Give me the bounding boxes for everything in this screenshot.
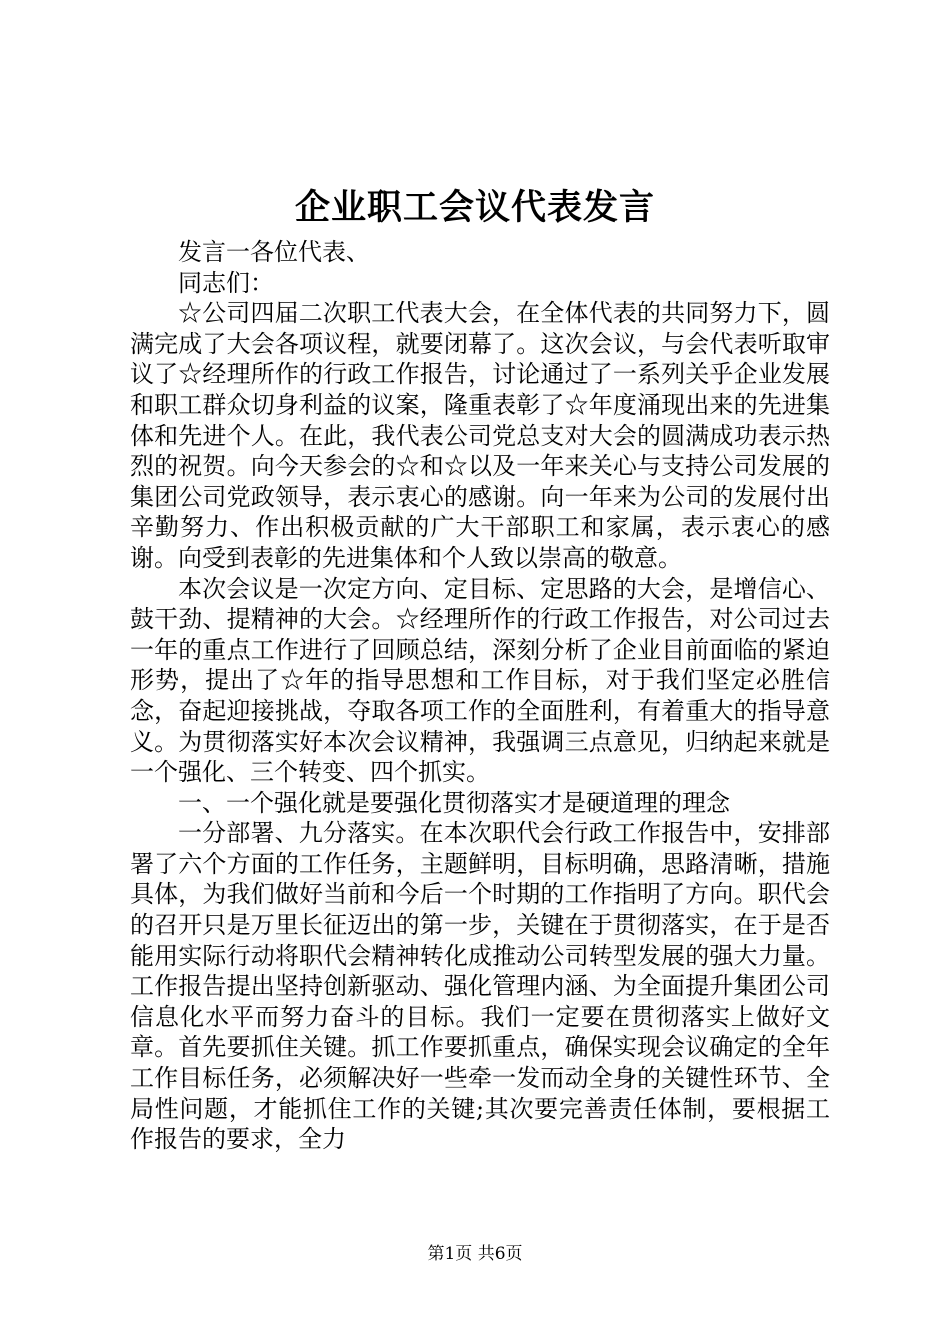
- paragraph-implementation: 一分部署、九分落实。在本次职代会行政工作报告中，安排部署了六个方面的工作任务，主题鲜明，目标明确，思路清晰，措施具体，为我们做好当前和今后一个时期的工作指明了方向。职代会的召开只是万里长征迈出的第一步，关键在于贯彻落实，在于是否能用实际行动将职代会精神转化成推动公司转型发展的强大力量。工作报告提出坚持创新驱动、强化管理内涵、为全面提升集团公司信息化水平而努力奋斗的目标。我们一定要在贯彻落实上做好文章。首先要抓住关键。抓工作要抓重点，确保实现会议确定的全年工作目标任务，必须解决好一些牵一发而动全身的关键性环节、全局性问题，才能抓住工作的关键;其次要完善责任体制，要根据工作报告的要求，全力: [130, 819, 830, 1154]
- document-body: [130, 237, 830, 1155]
- document-title: 企业职工会议代表发言: [294, 187, 655, 228]
- paragraph-greeting: 同志们：: [178, 268, 274, 297]
- paragraph-meeting-significance: 本次会议是一次定方向、定目标、定思路的大会，是增信心、鼓干劲、提精神的大会。☆经理所作的行政工作报告，对公司过去一年的重点工作进行了回顾总结，深刻分析了企业目前面临的紧迫形势，提出了☆年的指导思想和工作目标，对于我们坚定必胜信念，奋起迎接挑战，夺取各项工作的全面胜利，有着重大的指导意义。为贯彻落实好本次会议精神，我强调三点意见，归纳起来就是一个强化、三个转变、四个抓实。: [130, 574, 830, 787]
- paragraph-salutation: 发言一各位代表、: [178, 238, 370, 266]
- page-number-footer: 第1页 共6页: [427, 1244, 523, 1264]
- paragraph-opening: ☆公司四届二次职工代表大会，在全体代表的共同努力下，圆满完成了大会各项议程，就要闭幕了。这次会议，与会代表听取审议了☆经理所作的行政工作报告，讨论通过了一系列关乎企业发展和职工群众切身利益的议案，隆重表彰了☆年度涌现出来的先进集体和先进个人。在此，我代表公司党总支对大会的圆满成功表示热烈的祝贺。向今天参会的☆和☆以及一年来关心与支持公司发展的集团公司党政领导，表示衷心的感谢。向一年来为公司的发展付出辛勤努力、作出积极贡献的广大干部职工和家属，表示衷心的感谢。向受到表彰的先进集体和个人致以崇高的敬意。: [130, 299, 830, 572]
- section-heading-one: 一、一个强化就是要强化贯彻落实才是硬道理的理念: [178, 788, 730, 817]
